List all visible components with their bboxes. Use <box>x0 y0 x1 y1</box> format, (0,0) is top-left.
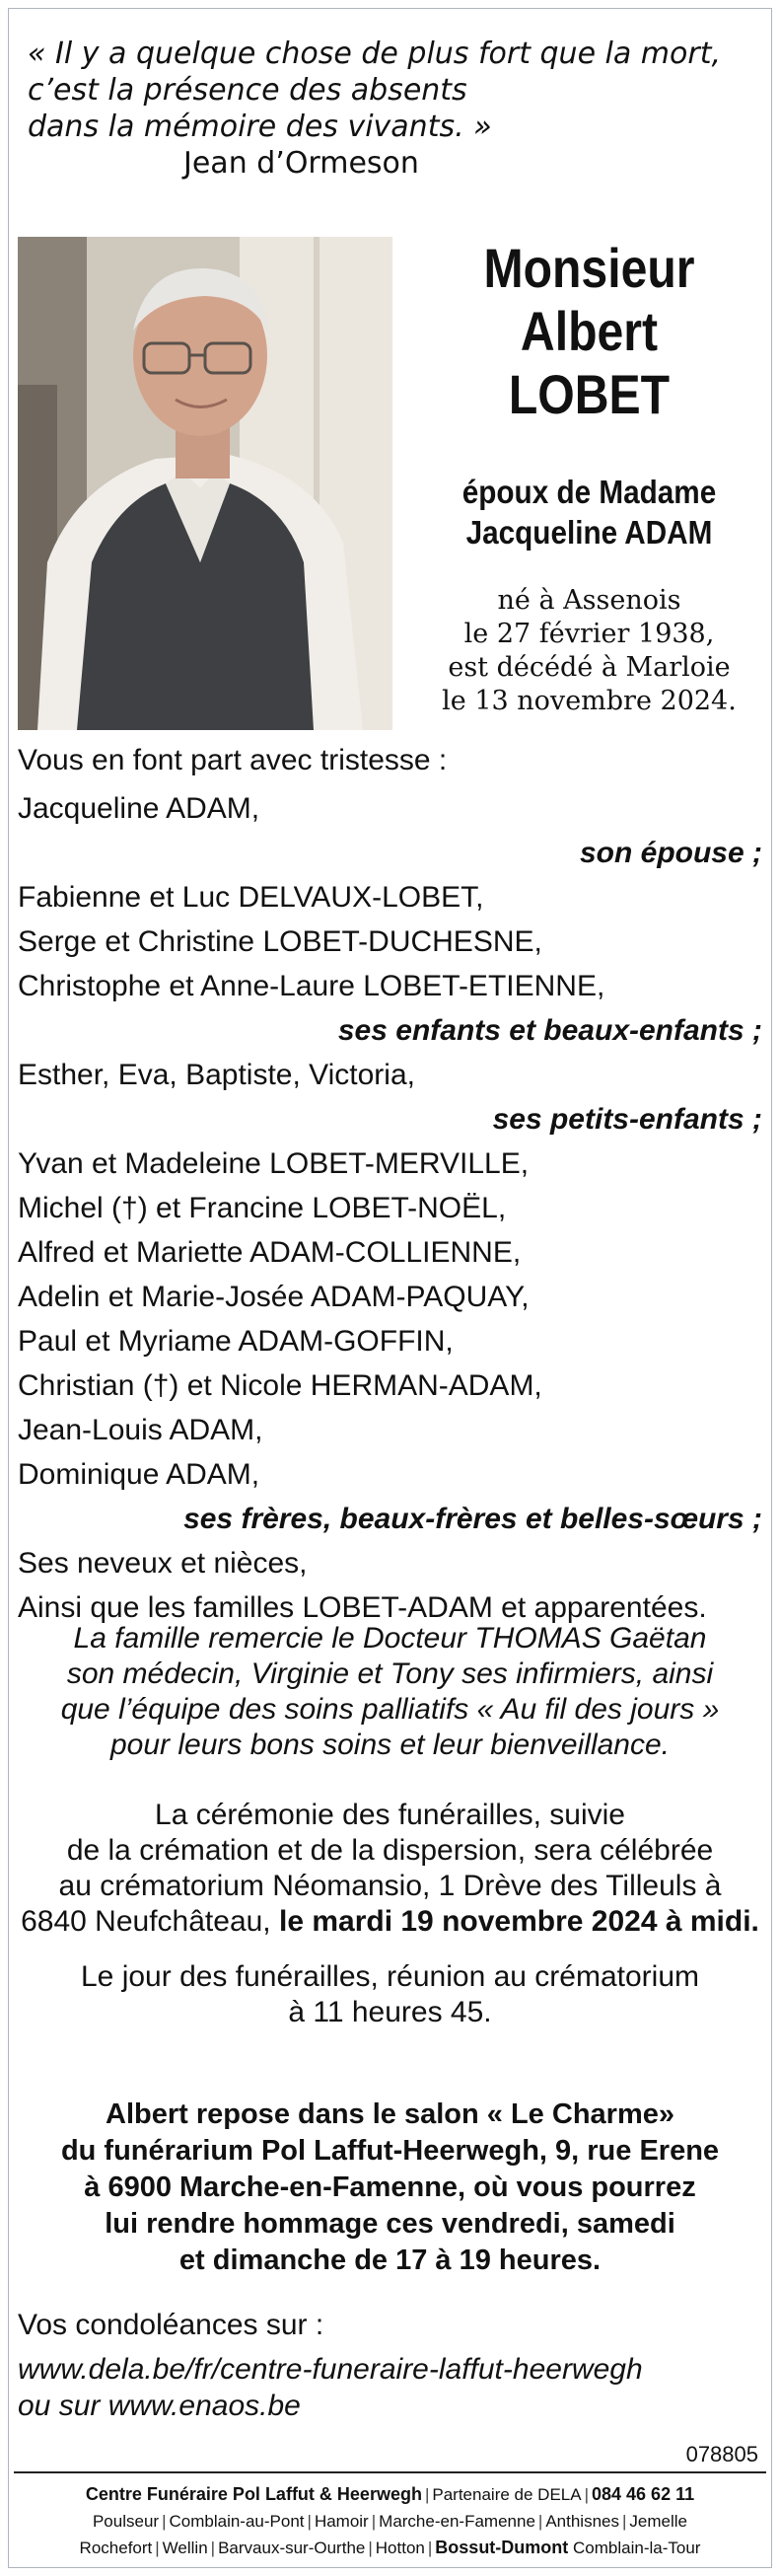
condolences-links <box>18 2351 643 2424</box>
death-line: est décédé à Marloie <box>448 652 731 683</box>
family-name-line: Serge et Christine LOBET-DUCHESNE, <box>18 925 542 958</box>
ceremony-line: de la crémation et de la dispersion, sera célébrée <box>66 1834 714 1867</box>
family-name-line: Michel (†) et Francine LOBET-NOËL, <box>18 1192 507 1224</box>
ceremony-line: au crématorium Néomansio, 1 Drève des Tilleuls à <box>58 1870 722 1902</box>
deceased-first-name: Albert <box>520 300 659 362</box>
spouse-info <box>441 472 739 552</box>
thanks-line: La famille remercie le Docteur THOMAS Gaëtan <box>73 1622 707 1655</box>
repose-line: lui rendre hommage ces vendredi, samedi <box>105 2208 675 2240</box>
reunion-line: à 11 heures 45. <box>288 1996 492 2028</box>
footer-line-2: Poulseur | Comblain-au-Pont | Hamoir | Marche-en-Famenne | Anthisnes | Jemelle <box>92 2512 688 2531</box>
announcement-intro: Vous en font part avec tristesse : <box>18 744 448 776</box>
portrait-illustration <box>18 237 392 730</box>
family-name-line: Alfred et Mariette ADAM-COLLIENNE, <box>18 1236 522 1269</box>
repose-line: à 6900 Marche-en-Famenne, où vous pourrez <box>84 2171 696 2203</box>
reunion-line: Le jour des funérailles, réunion au crématorium <box>81 1960 699 1993</box>
birth-line: né à Assenois <box>497 585 681 616</box>
thanks-paragraph <box>18 1621 762 1763</box>
location: Comblain-au-Pont <box>169 2512 305 2531</box>
closing-line: Ainsi que les familles LOBET-ADAM et apparentées. <box>18 1591 707 1624</box>
family-name-line: Christian (†) et Nicole HERMAN-ADAM, <box>18 1369 542 1402</box>
epigraph-line: c’est la présence des absents <box>28 73 467 108</box>
location: Poulseur <box>92 2512 160 2531</box>
footer-line-1: Centre Funéraire Pol Laffut & Heerwegh | Partenaire de DELA | 084 46 62 11 <box>85 2484 695 2504</box>
ceremony-date: le mardi 19 novembre 2024 à midi. <box>278 1905 759 1938</box>
footer-divider <box>14 2471 766 2473</box>
family-name-line: Dominique ADAM, <box>18 1458 260 1491</box>
portrait-photo <box>18 237 392 730</box>
partner-label: Partenaire de DELA <box>432 2485 582 2504</box>
footer-line-3: Rochefort | Wellin | Barvaux-sur-Ourthe | Hotton | Bossut-Dumont Comblain-la-Tour <box>79 2538 701 2557</box>
epigraph-line: « Il y a quelque chose de plus fort que la mort, <box>28 37 722 71</box>
funeral-home-footer <box>14 2481 766 2561</box>
relation-label: son épouse ; <box>579 837 762 869</box>
funeral-home-phone: 084 46 62 11 <box>592 2484 695 2504</box>
family-name-line: Jean-Louis ADAM, <box>18 1414 263 1446</box>
family-announcement <box>18 738 762 1630</box>
thanks-line: pour leurs bons soins et leur bienveillance. <box>110 1729 670 1761</box>
deceased-name <box>456 237 723 426</box>
relation-label: ses frères, beaux-frères et belles-sœurs ; <box>183 1503 762 1535</box>
family-name-line: Yvan et Madeleine LOBET-MERVILLE, <box>18 1147 530 1180</box>
location: Hamoir <box>314 2512 369 2531</box>
epigraph-author: Jean d’Ormeson <box>183 146 419 181</box>
partner2-name: Bossut-Dumont <box>435 2538 569 2557</box>
closing-line: Ses neveux et nièces, <box>18 1547 308 1580</box>
deceased-last-name: LOBET <box>508 363 671 425</box>
location: Wellin <box>162 2539 208 2557</box>
epigraph <box>28 36 738 182</box>
repose-line: du funérarium Pol Laffut-Heerwegh, 9, rue Erene <box>60 2135 720 2167</box>
family-name-line: Jacqueline ADAM, <box>18 792 260 825</box>
funeral-home-name: Centre Funéraire Pol Laffut & Heerwegh <box>85 2484 422 2504</box>
family-name-line: Christophe et Anne-Laure LOBET-ETIENNE, <box>18 970 605 1002</box>
death-line: le 13 novembre 2024. <box>442 686 737 716</box>
location: Rochefort <box>79 2539 153 2557</box>
thanks-line: que l’équipe des soins palliatifs « Au fil des jours » <box>60 1693 720 1726</box>
location: Anthisnes <box>545 2512 619 2531</box>
repose-line: Albert repose dans le salon « Le Charme» <box>106 2098 674 2130</box>
birth-death-info <box>424 584 754 718</box>
location: Barvaux-sur-Ourthe <box>218 2539 366 2557</box>
family-name-line: Adelin et Marie-Josée ADAM-PAQUAY, <box>18 1281 530 1313</box>
repose-line: et dimanche de 17 à 19 heures. <box>178 2245 602 2276</box>
condolences-link-enaos[interactable]: ou sur www.enaos.be <box>18 2390 301 2422</box>
reunion-paragraph <box>18 1959 762 2030</box>
relation-label: ses enfants et beaux-enfants ; <box>337 1014 762 1047</box>
thanks-line: son médecin, Virginie et Tony ses infirmiers, ainsi <box>66 1657 714 1690</box>
epigraph-line: dans la mémoire des vivants. » <box>28 110 492 144</box>
ceremony-paragraph <box>18 1798 762 1940</box>
ceremony-line <box>18 1904 762 1940</box>
family-name-line: Paul et Myriame ADAM-GOFFIN, <box>18 1325 454 1358</box>
reference-number: 078805 <box>685 2442 758 2466</box>
condolences-link-dela[interactable]: www.dela.be/fr/centre-funeraire-laffut-heerwegh <box>18 2353 643 2386</box>
family-name-line: Fabienne et Luc DELVAUX-LOBET, <box>18 881 484 914</box>
birth-line: le 27 février 1938, <box>463 619 715 649</box>
family-name-line: Esther, Eva, Baptiste, Victoria, <box>18 1059 415 1091</box>
deceased-title: Monsieur <box>483 237 695 299</box>
spouse-line: époux de Madame <box>461 474 717 510</box>
ceremony-place: 6840 Neufchâteau, <box>21 1905 279 1938</box>
partner2-place: Comblain-la-Tour <box>573 2539 701 2557</box>
location: Marche-en-Famenne <box>379 2512 535 2531</box>
spouse-line: Jacqueline ADAM <box>465 514 713 551</box>
relation-label: ses petits-enfants ; <box>492 1103 762 1136</box>
ceremony-line: La cérémonie des funérailles, suivie <box>155 1799 625 1831</box>
location: Jemelle <box>629 2512 688 2531</box>
repose-paragraph <box>18 2097 762 2279</box>
location: Hotton <box>375 2539 425 2557</box>
condolences-label: Vos condoléances sur : <box>18 2309 324 2341</box>
